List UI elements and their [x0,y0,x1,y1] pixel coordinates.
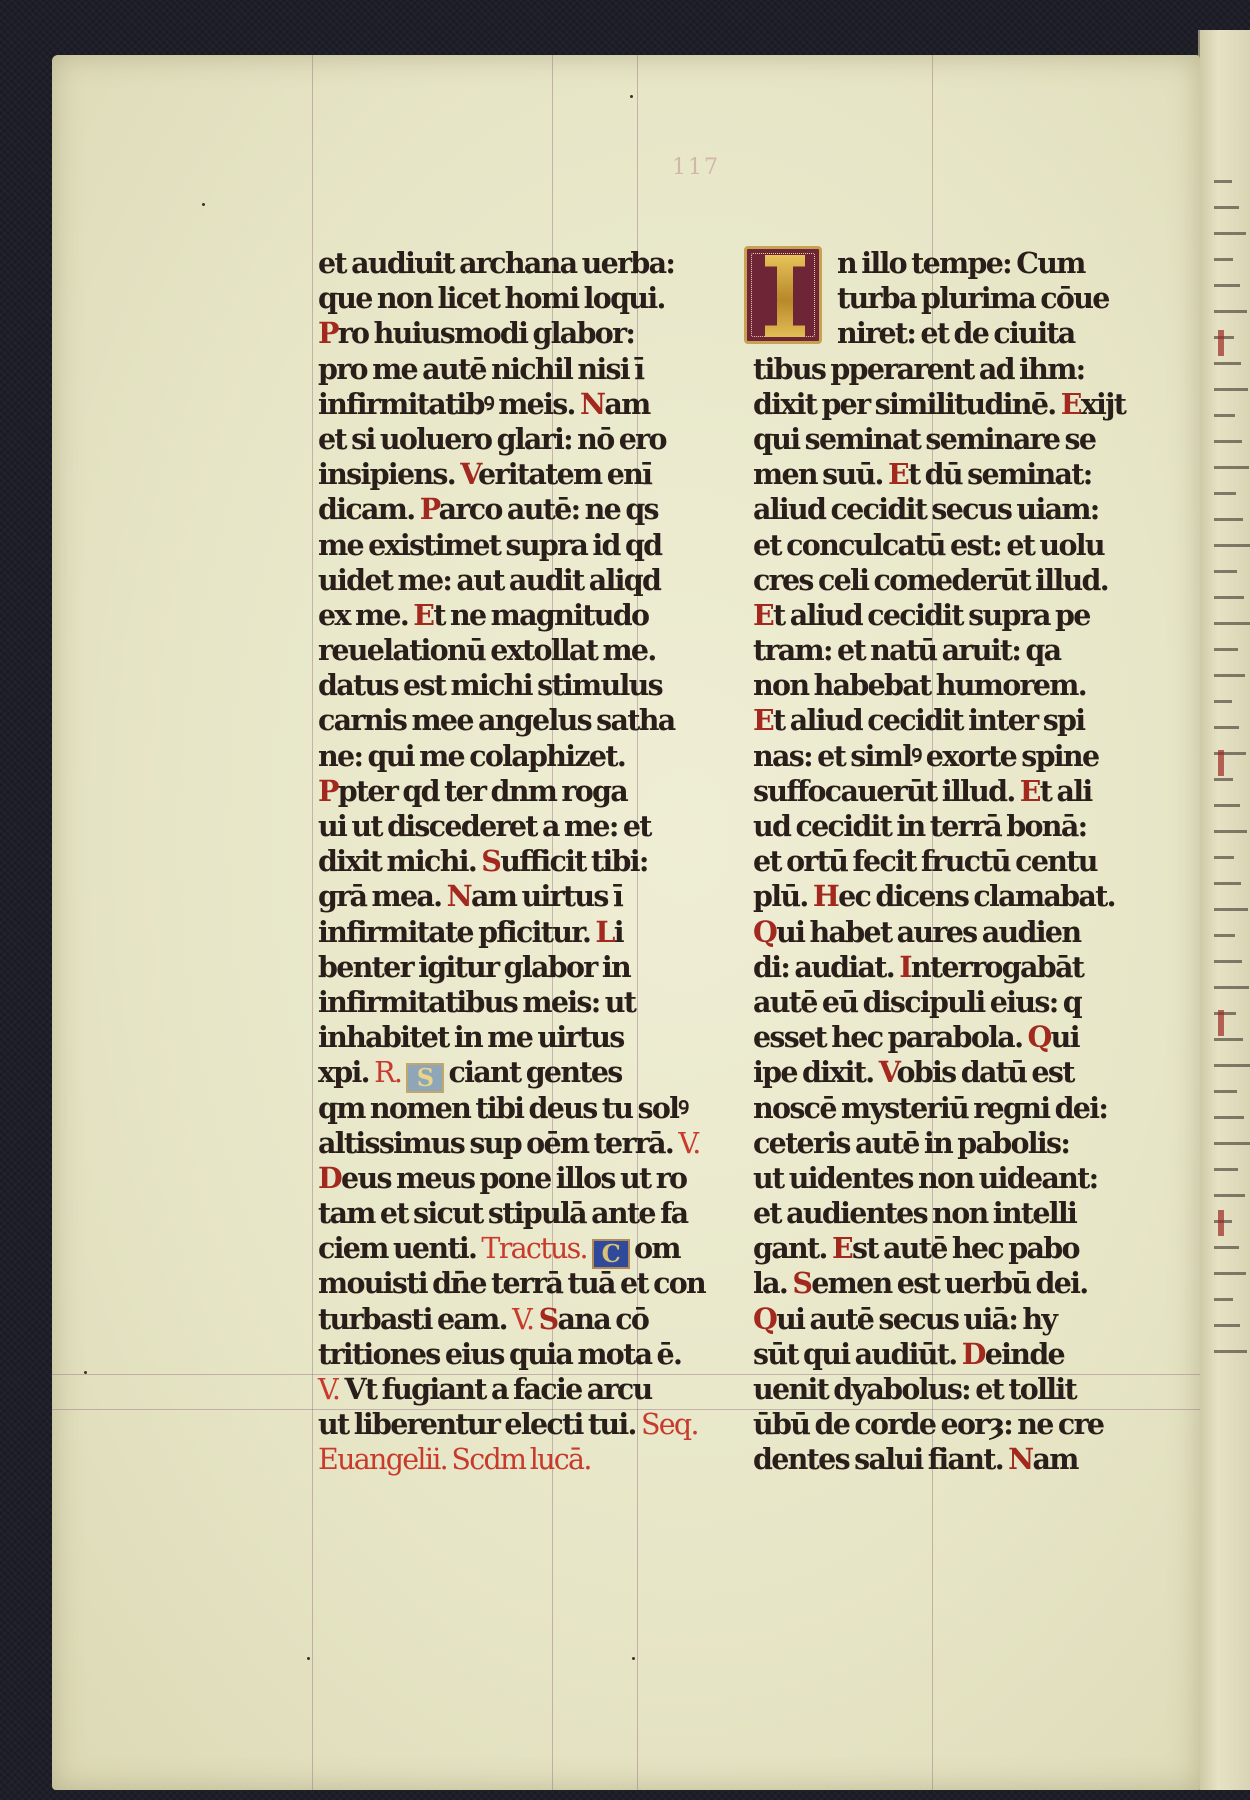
text-line [753,1372,1098,1407]
text-line [318,668,663,703]
ruling-line [312,55,313,1790]
text-segment: nas: et simlꝰ exorte spine [753,738,1099,773]
text-segment: t aliud cecidit supra pe [773,597,1090,632]
text-segment: einde [984,1336,1064,1371]
text-segment: nterrogabāt [910,949,1084,984]
text-segment: dixit michi. [318,844,482,879]
text-segment: om [634,1231,680,1266]
text-segment: st autē hec pabo [851,1231,1079,1266]
adjacent-page-text-trace [1214,830,1247,833]
rubricated-capital: N [1008,1442,1033,1477]
text-segment: dentes salui fiant. [753,1442,1009,1477]
text-line [753,1266,1098,1301]
text-line [318,562,661,598]
rubricated-capital: S [792,1266,812,1301]
text-line [318,879,653,914]
text-line [318,352,653,387]
text-line [753,281,1109,316]
text-line [753,1407,1104,1442]
text-line [753,844,1098,879]
text-segment: et ortū fecit fructū centu [753,844,1097,879]
adjacent-page-text-trace [1214,258,1233,261]
text-line [318,281,665,316]
text-segment: gant. [753,1231,832,1266]
text-line [318,457,653,492]
text-line [753,457,1098,492]
text-line [318,985,653,1020]
text-segment: ana cō [557,1301,649,1336]
adjacent-page-edge [1198,30,1250,1790]
text-segment: Vt fugiant a facie arcu [339,1372,652,1406]
text-line [318,1336,682,1372]
rubricated-capital: P [419,492,439,527]
text-line [753,352,1098,387]
adjacent-page-text-trace [1214,388,1248,391]
text-segment: ui [1050,1020,1079,1055]
text-line [753,1126,1098,1161]
text-segment: la. [753,1266,793,1301]
rubricated-capital: H [812,879,839,914]
text-segment: ciem uenti. [318,1231,482,1266]
adjacent-page-text-trace [1214,1038,1243,1041]
text-segment: uenit dyabolus: et tollit [753,1372,1076,1406]
adjacent-page-text-trace [1214,1168,1238,1171]
adjacent-page-red-mark [1218,330,1224,356]
adjacent-page-text-trace [1214,648,1238,651]
text-segment: cres celi comederūt illud. [753,562,1108,597]
text-segment: ciant gentes [448,1055,622,1090]
rubricated-capital: Q [1027,1020,1051,1055]
text-line [753,386,1126,422]
folio-number: 117 [672,155,720,180]
text-segment: xijt [1080,386,1126,421]
adjacent-page-text-trace [1214,882,1241,885]
text-segment: tam et sicut stipulā ante fa [318,1196,688,1231]
rubricated-capital: E [887,457,908,492]
text-segment: esset hec parabola. [753,1020,1028,1055]
text-segment: me existimet supra id qd [318,527,662,562]
text-line [753,915,1098,950]
text-line [753,562,1108,598]
text-line [318,1231,680,1269]
text-line [318,246,675,281]
adjacent-page-text-trace [1214,284,1240,287]
adjacent-page-text-trace [1214,804,1240,807]
text-line [753,633,1098,668]
pricking-mark [307,1657,310,1660]
pricking-mark [202,203,205,206]
adjacent-page-red-mark [1218,750,1224,776]
text-segment: niret: et de ciuita [837,316,1075,351]
rubricated-capital: N [580,386,605,421]
rubricated-capital: E [1060,386,1081,421]
text-line [753,527,1104,563]
text-segment: eus meus pone illos ut ro [341,1160,687,1195]
text-segment: pter qd ter dnm roga [337,773,628,808]
adjacent-page-text-trace [1214,336,1234,339]
adjacent-page-text-trace [1214,674,1245,677]
text-segment: grā mea. [318,879,447,914]
text-line [318,387,653,422]
text-segment: et conculcatū est: et uolu [753,527,1104,562]
text-line [318,1160,687,1196]
adjacent-page-red-mark [1218,1210,1224,1236]
text-segment: ud cecidit in terrā bonā: [753,809,1087,843]
decorated-initial-S: S [406,1063,444,1093]
adjacent-page-text-trace [1214,700,1232,703]
text-line [318,1196,688,1231]
text-line [318,915,653,950]
rubric-text: V. [512,1302,534,1336]
adjacent-page-text-trace [1214,622,1250,625]
text-segment: turbasti eam. [318,1301,513,1336]
rubricated-capital: E [831,1231,852,1266]
text-segment: noscē mysteriū regni dei: [753,1090,1108,1125]
text-line [753,1302,1098,1337]
text-segment: arco autē: ne qs [438,492,658,527]
text-segment: datus est michi stimulus [318,668,663,703]
pricking-mark [84,1371,87,1374]
text-line [753,739,1098,774]
text-line [753,950,1098,985]
text-line [753,703,1098,738]
adjacent-page-text-trace [1214,544,1250,547]
text-segment: pro me autē nichil nisi ī [318,351,644,386]
text-line [753,774,1098,809]
decorated-initial-C: C [592,1239,630,1269]
rubricated-capital: V [878,1055,897,1090]
adjacent-page-text-trace [1214,726,1239,729]
text-segment: xpi. [318,1055,375,1090]
text-segment: t aliud cecidit inter spi [773,703,1085,738]
text-segment: ut uidentes non uideant: [753,1160,1098,1195]
text-segment: t ali [1039,773,1092,808]
adjacent-page-text-trace [1214,1090,1237,1093]
text-segment: infirmitatibus meis: ut [318,984,636,1019]
rubric-text: R. [374,1056,402,1090]
text-segment: am [1032,1442,1078,1477]
text-segment: ceteris autē in pabolis: [753,1125,1070,1160]
adjacent-page-text-trace [1214,1116,1244,1119]
adjacent-page-red-mark [1218,1010,1224,1036]
text-line [318,1266,706,1301]
text-segment: reuelationū extollat me. [318,633,656,668]
rubric-text: Tractus. [481,1232,587,1266]
rubric-text: Seq. [640,1408,698,1442]
text-segment: t ne magnitudo [433,597,649,632]
text-segment: am [604,386,650,421]
adjacent-page-text-trace [1214,180,1232,183]
text-line [753,1337,1098,1372]
text-segment: et audiuit archana uerba: [318,246,675,280]
rubricated-capital: E [413,597,434,632]
text-segment: tram: et natū aruit: qa [753,633,1061,668]
rubric-text: Euangelii. Scdm lucā. [318,1443,591,1477]
adjacent-page-text-trace [1214,1298,1233,1301]
adjacent-page-text-trace [1214,934,1235,937]
text-segment: carnis mee angelus satha [318,703,675,738]
text-segment: ro huiusmodi glabor: [337,316,635,351]
adjacent-page-text-trace [1214,440,1242,443]
text-line [318,844,653,879]
text-segment: ipe dixit. [753,1055,879,1090]
text-line [753,492,1098,527]
rubricated-capital: P [318,316,338,351]
adjacent-page-text-trace [1214,986,1249,989]
text-line [318,1020,653,1055]
text-line [318,421,666,457]
text-column-left [318,246,706,1478]
text-segment: infirmitate pficitur. [318,914,596,949]
text-segment: dicam. [318,492,420,527]
text-line [318,1055,653,1093]
adjacent-page-text-trace [1214,466,1249,469]
text-line [318,809,653,844]
text-segment: benter igitur glabor in [318,949,630,984]
text-line [753,1161,1098,1196]
text-line [753,809,1098,844]
text-line [318,774,653,809]
text-segment: ui habet aures audien [776,914,1081,949]
text-line [318,598,653,633]
rubricated-capital: I [899,949,911,984]
text-line [318,1407,698,1442]
text-segment: obis datū est [896,1055,1074,1090]
text-segment: et si uoluero glari: nō ero [318,421,666,456]
text-line [753,246,1098,281]
text-segment: ui autē secus uiā: hy [776,1301,1057,1336]
text-line [753,985,1098,1020]
text-segment: i [613,914,623,949]
adjacent-page-text-trace [1214,960,1242,963]
text-segment: ex me. [318,597,414,632]
text-line [753,1055,1098,1090]
text-line [753,316,1098,351]
text-line [753,668,1098,703]
adjacent-page-text-trace [1214,570,1237,573]
text-line [318,739,653,774]
text-segment: aliud cecidit secus uiam: [753,492,1099,527]
text-segment: infirmitatibꝰ meis. [318,386,580,421]
rubricated-capital: E [1019,773,1040,808]
text-line [318,633,656,668]
adjacent-page-text-trace [1214,492,1236,495]
text-line [318,950,653,985]
text-line [318,492,658,527]
rubric-text: V. [318,1373,340,1406]
text-segment: tibus pperarent ad ihm: [753,351,1085,386]
rubricated-capital: E [753,597,774,632]
adjacent-page-text-trace [1214,206,1239,209]
pricking-mark [632,1657,635,1660]
adjacent-page-text-trace [1214,1324,1240,1327]
rubricated-capital: P [318,773,338,808]
text-segment: ut liberentur electi tui. [318,1407,641,1442]
text-line [318,1372,653,1407]
text-line [318,1442,653,1477]
rubricated-capital: D [318,1160,342,1195]
text-column-right [753,246,1126,1478]
rubricated-capital: E [753,703,774,738]
text-line [753,598,1098,633]
text-line [753,1231,1098,1266]
text-segment: emen est uerbū dei. [811,1266,1088,1301]
text-segment: di: audiat. [753,949,900,984]
rubricated-capital: V [460,457,479,492]
text-line [753,879,1115,914]
adjacent-page-text-trace [1214,1194,1245,1197]
text-line [753,1442,1098,1477]
text-segment: que non licet homi loqui. [318,281,665,316]
text-segment: ui ut discederet a me: et [318,809,651,843]
text-line [753,1196,1098,1231]
text-segment: qui seminat seminare se [753,421,1096,456]
adjacent-page-text-trace [1214,856,1234,859]
text-line [753,1090,1108,1126]
text-segment: altissimus sup oēm terrā. [318,1125,679,1160]
text-line [318,703,675,738]
text-segment: dixit per similitudinē. [753,386,1061,421]
text-segment: ūbū de corde eorȝ: ne cre [753,1407,1104,1442]
text-segment: ec dicens clamabat. [838,879,1115,914]
text-segment: sūt qui audiūt. [753,1336,962,1371]
adjacent-page-text-trace [1214,778,1233,781]
text-segment: tritiones eius quia mota ē. [318,1336,682,1371]
adjacent-page-text-trace [1214,518,1243,521]
text-line [318,1302,653,1337]
rubricated-capital: N [446,879,471,914]
text-segment: suffocauerūt illud. [753,773,1020,808]
text-segment: inhabitet in me uirtus [318,1020,624,1055]
adjacent-page-text-trace [1214,1064,1250,1067]
text-line [753,422,1098,457]
text-segment: mouisti dn̄e terrā tuā et con [318,1266,706,1301]
text-segment: qm nomen tibi deus tu solꝰ [318,1090,688,1125]
text-segment: plū. [753,879,813,914]
text-segment: autē eū discipuli eius: q [753,984,1081,1019]
rubricated-capital: L [595,914,614,949]
text-segment: n illo tempe: Cum [837,246,1085,280]
text-segment: non habebat humorem. [753,668,1086,703]
text-segment: men suū. [753,457,888,492]
rubricated-capital: D [961,1336,985,1371]
adjacent-page-text-trace [1214,1272,1246,1275]
adjacent-page-text-trace [1214,1350,1247,1353]
adjacent-page-text-trace [1214,1246,1239,1249]
text-segment: uidet me: aut audit aliqd [318,562,661,597]
text-line [318,1125,700,1161]
text-line [318,1090,688,1126]
adjacent-page-text-trace [1214,1142,1250,1145]
text-segment: ne: qui me colaphizet. [318,738,626,773]
adjacent-page-text-trace [1214,232,1246,235]
adjacent-page-text-trace [1214,414,1235,417]
text-segment: eritatem enī [478,457,652,492]
text-line [318,316,653,351]
rubricated-capital: Q [753,1301,777,1336]
text-segment: insipiens. [318,457,461,492]
text-segment: am uirtus ī [471,879,623,914]
text-segment: ufficit tibi: [500,844,648,879]
adjacent-page-text-trace [1214,310,1247,313]
adjacent-page-text-trace [1214,362,1241,365]
text-line [753,1020,1098,1055]
text-segment: et audientes non intelli [753,1196,1077,1231]
rubricated-capital: S [481,844,501,879]
rubricated-capital: Q [753,914,777,949]
rubric-text: V. [678,1126,700,1160]
text-segment: turba plurima cōue [837,281,1109,316]
text-segment: t dū seminat: [908,457,1092,492]
pricking-mark [630,95,633,98]
text-line [318,527,662,563]
rubricated-capital: S [538,1301,558,1336]
adjacent-page-text-trace [1214,596,1244,599]
adjacent-page-text-trace [1214,908,1248,911]
